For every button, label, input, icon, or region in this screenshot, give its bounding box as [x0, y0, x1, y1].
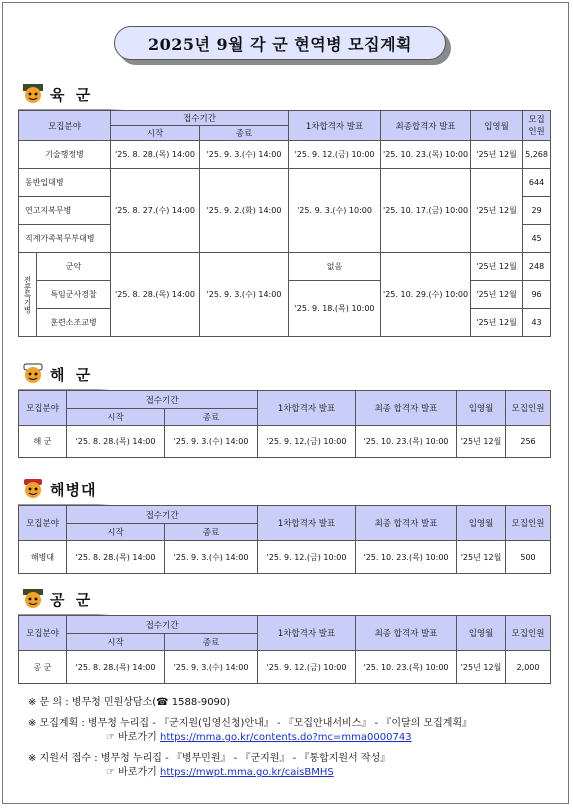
col-header-end: 종료 — [200, 126, 289, 141]
table-row — [19, 141, 551, 169]
army-title: 육 군 — [50, 85, 94, 104]
table-cell: '25. 9. 3.(수) 14:00 — [165, 426, 258, 458]
table-header-cell: 최종 합격자 발표 — [356, 616, 457, 651]
table-header-cell: 1차합격자 발표 — [258, 616, 356, 651]
table-header-cell: 최종 합격자 발표 — [356, 506, 457, 541]
page-title: 2025년 9월 각 군 현역병 모집계획 — [114, 26, 446, 60]
table-cell: '25. 8. 28.(목) 14:00 — [67, 651, 165, 684]
table-cell: '25년 12월 — [457, 426, 506, 458]
table-cell: '25. 9. 18.(목) 10:00 — [289, 281, 381, 337]
table-header-cell: 최종 합격자 발표 — [356, 391, 457, 426]
marines-title: 해병대 — [50, 480, 97, 499]
table-header-row — [19, 506, 551, 524]
table-cell: '25. 8. 28.(목) 14:00 — [67, 426, 165, 458]
table-header-cell: 접수기간 — [67, 506, 258, 524]
table-cell: 연고지복무병 — [19, 197, 111, 225]
table-cell: '25. 8. 28.(목) 14:00 — [111, 253, 200, 337]
table-header-cell: 모집인원 — [506, 506, 551, 541]
plan-goto-label: ☞ 바로가기 — [106, 732, 157, 743]
airforce-table — [18, 615, 551, 684]
col-header-start: 시작 — [111, 126, 200, 141]
table-header-cell: 입영월 — [457, 616, 506, 651]
navy-table — [18, 390, 551, 458]
table-cell: '25. 9. 12.(금) 10:00 — [258, 651, 356, 684]
table-cell: '25. 9. 12.(금) 10:00 — [258, 426, 356, 458]
table-row — [19, 169, 551, 197]
table-cell: 군악 — [37, 253, 111, 281]
table-header-cell: 종료 — [165, 634, 258, 651]
table-cell: 256 — [506, 426, 551, 458]
table-header-cell: 종료 — [165, 524, 258, 541]
table-header-row — [19, 111, 551, 126]
table-cell: '25년 12월 — [471, 309, 523, 337]
col-header-field: 모집분야 — [19, 111, 111, 141]
table-cell: 96 — [523, 281, 551, 309]
table-cell: '25년 12월 — [471, 169, 523, 253]
table-cell: 해 군 — [19, 426, 67, 458]
table-header-cell: 모집분야 — [19, 616, 67, 651]
table-cell: '25년 12월 — [457, 651, 506, 684]
table-header-cell: 모집분야 — [19, 506, 67, 541]
table-cell: 500 — [506, 541, 551, 574]
table-cell: '25. 8. 28.(목) 14:00 — [67, 541, 165, 574]
col-header-count: 모집 인원 — [523, 111, 551, 141]
table-header-cell: 1차합격자 발표 — [258, 391, 356, 426]
table-cell: '25. 8. 27.(수) 14:00 — [111, 169, 200, 253]
table-cell: 43 — [523, 309, 551, 337]
navy-title: 해 군 — [50, 365, 94, 384]
table-cell: 기술행정병 — [19, 141, 111, 169]
table-header-cell: 접수기간 — [67, 616, 258, 634]
table-cell: 248 — [523, 253, 551, 281]
table-header-cell: 시작 — [67, 524, 165, 541]
table-cell: 해병대 — [19, 541, 67, 574]
table-cell: 29 — [523, 197, 551, 225]
table-cell: 45 — [523, 225, 551, 253]
table-cell: '25. 9. 3.(수) 14:00 — [200, 253, 289, 337]
table-row — [19, 426, 551, 458]
table-cell: '25. 8. 28.(목) 14:00 — [111, 141, 200, 169]
table-cell: '25년 12월 — [471, 253, 523, 281]
table-header-cell: 시작 — [67, 409, 165, 426]
marines-table — [18, 505, 551, 574]
notes-section — [28, 696, 472, 781]
table-header-cell: 시작 — [67, 634, 165, 651]
table-cell: '25. 10. 23.(목) 10:00 — [381, 141, 471, 169]
table-cell: 5,268 — [523, 141, 551, 169]
table-header-row — [19, 391, 551, 409]
apply-note: ※ 지원서 접수 : 병무청 누리집 - 『병무민원』 - 『군지원』 - 『통합지원서 작성』 — [28, 752, 391, 764]
table-cell: '25년 12월 — [457, 541, 506, 574]
title-banner — [114, 26, 452, 66]
plan-link[interactable]: https://mma.go.kr/contents.do?mc=mma0000743 — [159, 732, 412, 743]
table-row — [19, 651, 551, 684]
table-header-cell: 모집인원 — [506, 616, 551, 651]
specialist-group-label: 전문특기병 — [19, 253, 37, 337]
table-cell: '25. 9. 12.(금) 10:00 — [289, 141, 381, 169]
table-header-cell: 접수기간 — [67, 391, 258, 409]
table-cell: 2,000 — [506, 651, 551, 684]
table-header-row — [19, 616, 551, 634]
table-cell: 동반입대병 — [19, 169, 111, 197]
apply-link[interactable]: https://mwpt.mma.go.kr/caisBMHS — [159, 767, 334, 778]
col-header-reception: 접수기간 — [111, 111, 289, 126]
table-cell: '25. 10. 17.(금) 10:00 — [381, 169, 471, 253]
table-header-cell: 모집분야 — [19, 391, 67, 426]
table-cell: '25년 12월 — [471, 141, 523, 169]
table-header-cell: 입영월 — [457, 391, 506, 426]
table-cell: '25. 9. 3.(수) 14:00 — [165, 541, 258, 574]
col-header-enlist: 입영월 — [471, 111, 523, 141]
table-cell: '25. 9. 12.(금) 10:00 — [258, 541, 356, 574]
table-cell: 공 군 — [19, 651, 67, 684]
table-cell: '25. 10. 23.(목) 10:00 — [356, 651, 457, 684]
table-cell: 직계가족복무부대병 — [19, 225, 111, 253]
table-row — [19, 253, 551, 281]
table-cell: 훈련소조교병 — [37, 309, 111, 337]
table-cell: '25. 10. 23.(목) 10:00 — [356, 426, 457, 458]
table-row — [19, 541, 551, 574]
table-cell: 없음 — [289, 253, 381, 281]
table-cell: '25. 9. 2.(화) 14:00 — [200, 169, 289, 253]
table-header-cell: 입영월 — [457, 506, 506, 541]
table-cell: 644 — [523, 169, 551, 197]
table-cell: 특임군사경찰 — [37, 281, 111, 309]
plan-note: ※ 모집계획 : 병무청 누리집 - 『군지원(입영신청)안내』 - 『모집안내서비스』 - 『이달의 모집계획』 — [28, 717, 473, 729]
table-cell: '25. 9. 3.(수) 14:00 — [165, 651, 258, 684]
apply-goto-label: ☞ 바로가기 — [106, 767, 157, 778]
table-cell: '25. 9. 3.(수) 14:00 — [200, 141, 289, 169]
army-table — [18, 110, 551, 337]
table-cell: '25년 12월 — [471, 281, 523, 309]
table-header-cell: 종료 — [165, 409, 258, 426]
table-cell: '25. 10. 23.(목) 10:00 — [356, 541, 457, 574]
airforce-title: 공 군 — [50, 590, 94, 609]
table-cell: '25. 9. 3.(수) 10:00 — [289, 169, 381, 253]
col-header-first: 1차합격자 발표 — [289, 111, 381, 141]
inquiry-note: ※ 문 의 : 병무청 민원상담소(☎ 1588-9090) — [28, 697, 231, 708]
table-header-cell: 1차합격자 발표 — [258, 506, 356, 541]
table-cell: '25. 10. 29.(수) 10:00 — [381, 253, 471, 337]
table-header-cell: 모집인원 — [506, 391, 551, 426]
col-header-final: 최종합격자 발표 — [381, 111, 471, 141]
